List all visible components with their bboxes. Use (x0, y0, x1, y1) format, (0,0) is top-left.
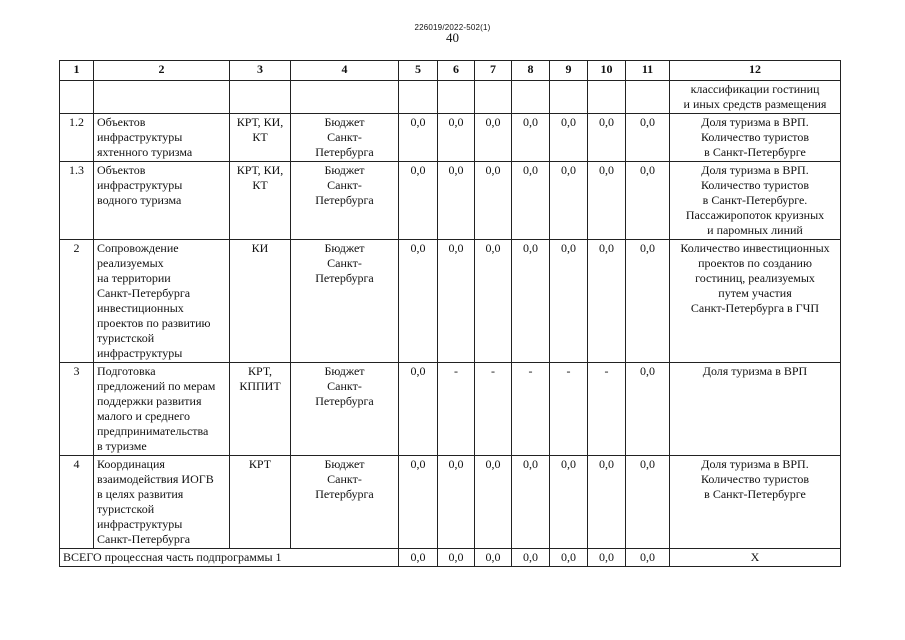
row-source: Бюджет Санкт- Петербурга (291, 162, 399, 240)
cell-col6 (438, 81, 475, 114)
column-header-7: 7 (475, 61, 512, 81)
row-value: 0,0 (399, 240, 438, 363)
row-executor: КРТ, КИ, КТ (230, 114, 291, 162)
cell-col11 (626, 81, 670, 114)
column-header-2: 2 (94, 61, 230, 81)
row-value: 0,0 (550, 456, 588, 549)
cell-col10 (588, 81, 626, 114)
row-value: 0,0 (399, 114, 438, 162)
total-value: 0,0 (512, 549, 550, 567)
row-source: Бюджет Санкт- Петербурга (291, 240, 399, 363)
table-body (60, 81, 841, 567)
row-indicator: Доля туризма в ВРП. Количество туристов в Санкт-Петербурге. Пассажиропоток круизных и паромных линий (670, 162, 841, 240)
cell-col8 (512, 81, 550, 114)
row-number: 1.3 (60, 162, 94, 240)
row-source: Бюджет Санкт- Петербурга (291, 456, 399, 549)
cell-col9 (550, 81, 588, 114)
row-indicator: Количество инвестиционных проектов по созданию гостиниц, реализуемых путем участия Санкт-Петербурга в ГЧП (670, 240, 841, 363)
cell-col7 (475, 81, 512, 114)
row-value: 0,0 (550, 162, 588, 240)
row-value: 0,0 (588, 456, 626, 549)
cell-col2 (94, 81, 230, 114)
row-value: 0,0 (438, 240, 475, 363)
column-header-6: 6 (438, 61, 475, 81)
row-value: 0,0 (475, 114, 512, 162)
cell-col4 (291, 81, 399, 114)
total-indicator: Х (670, 549, 841, 567)
table-row (60, 240, 841, 363)
row-name: Объектов инфраструктуры яхтенного туризма (94, 114, 230, 162)
row-value: - (438, 363, 475, 456)
row-value: 0,0 (512, 240, 550, 363)
row-value: 0,0 (399, 456, 438, 549)
column-header-3: 3 (230, 61, 291, 81)
row-value: 0,0 (399, 363, 438, 456)
row-value: 0,0 (399, 162, 438, 240)
cell-col5 (399, 81, 438, 114)
row-value: - (512, 363, 550, 456)
row-value: 0,0 (626, 456, 670, 549)
row-number: 2 (60, 240, 94, 363)
row-executor: КИ (230, 240, 291, 363)
row-executor: КРТ, КИ, КТ (230, 162, 291, 240)
row-indicator: Доля туризма в ВРП. Количество туристов в Санкт-Петербурге (670, 456, 841, 549)
total-value: 0,0 (626, 549, 670, 567)
row-value: 0,0 (550, 240, 588, 363)
row-value: 0,0 (475, 456, 512, 549)
program-table (59, 60, 841, 567)
row-value: 0,0 (626, 363, 670, 456)
row-value: 0,0 (512, 114, 550, 162)
row-value: - (550, 363, 588, 456)
row-name: Подготовка предложений по мерам поддержки развития малого и среднего предпринимательства в туризме (94, 363, 230, 456)
row-value: 0,0 (588, 162, 626, 240)
row-number: 3 (60, 363, 94, 456)
row-value: 0,0 (550, 114, 588, 162)
cell-indicator: классификации гостиниц и иных средств размещения (670, 81, 841, 114)
table-row (60, 162, 841, 240)
row-indicator: Доля туризма в ВРП. Количество туристов в Санкт-Петербурге (670, 114, 841, 162)
column-header-11: 11 (626, 61, 670, 81)
row-value: 0,0 (512, 456, 550, 549)
row-value: 0,0 (438, 114, 475, 162)
total-row (60, 549, 841, 567)
row-number: 1.2 (60, 114, 94, 162)
table-row (60, 363, 841, 456)
row-value: - (588, 363, 626, 456)
column-header-12: 12 (670, 61, 841, 81)
document-id: 226019/2022-502(1) (414, 23, 491, 32)
total-label: ВСЕГО процессная часть подпрограммы 1 (60, 549, 399, 567)
column-header-4: 4 (291, 61, 399, 81)
row-number: 4 (60, 456, 94, 549)
row-value: 0,0 (475, 162, 512, 240)
row-value: - (475, 363, 512, 456)
table-row (60, 114, 841, 162)
column-header-5: 5 (399, 61, 438, 81)
row-value: 0,0 (438, 456, 475, 549)
row-name: Сопровождение реализуемых на территории Санкт-Петербурга инвестиционных проектов по развитию туристской инфраструктуры (94, 240, 230, 363)
row-value: 0,0 (475, 240, 512, 363)
total-value: 0,0 (588, 549, 626, 567)
row-value: 0,0 (588, 240, 626, 363)
row-value: 0,0 (438, 162, 475, 240)
row-value: 0,0 (626, 162, 670, 240)
cell-col1 (60, 81, 94, 114)
row-source: Бюджет Санкт- Петербурга (291, 363, 399, 456)
row-name: Объектов инфраструктуры водного туризма (94, 162, 230, 240)
cell-col3 (230, 81, 291, 114)
total-value: 0,0 (550, 549, 588, 567)
row-source: Бюджет Санкт- Петербурга (291, 114, 399, 162)
column-header-1: 1 (60, 61, 94, 81)
total-value: 0,0 (438, 549, 475, 567)
page-number: 40 (446, 30, 459, 45)
row-indicator: Доля туризма в ВРП (670, 363, 841, 456)
row-value: 0,0 (588, 114, 626, 162)
row-name: Координация взаимодействия ИОГВ в целях развития туристской инфраструктуры Санкт-Петербурга (94, 456, 230, 549)
row-executor: КРТ, КППИТ (230, 363, 291, 456)
row-value: 0,0 (626, 240, 670, 363)
table-row (60, 456, 841, 549)
header-row (60, 61, 841, 81)
column-header-10: 10 (588, 61, 626, 81)
column-header-9: 9 (550, 61, 588, 81)
column-header-8: 8 (512, 61, 550, 81)
row-executor: КРТ (230, 456, 291, 549)
total-value: 0,0 (399, 549, 438, 567)
row-value: 0,0 (626, 114, 670, 162)
row-value: 0,0 (512, 162, 550, 240)
continuation-row (60, 81, 841, 114)
total-value: 0,0 (475, 549, 512, 567)
